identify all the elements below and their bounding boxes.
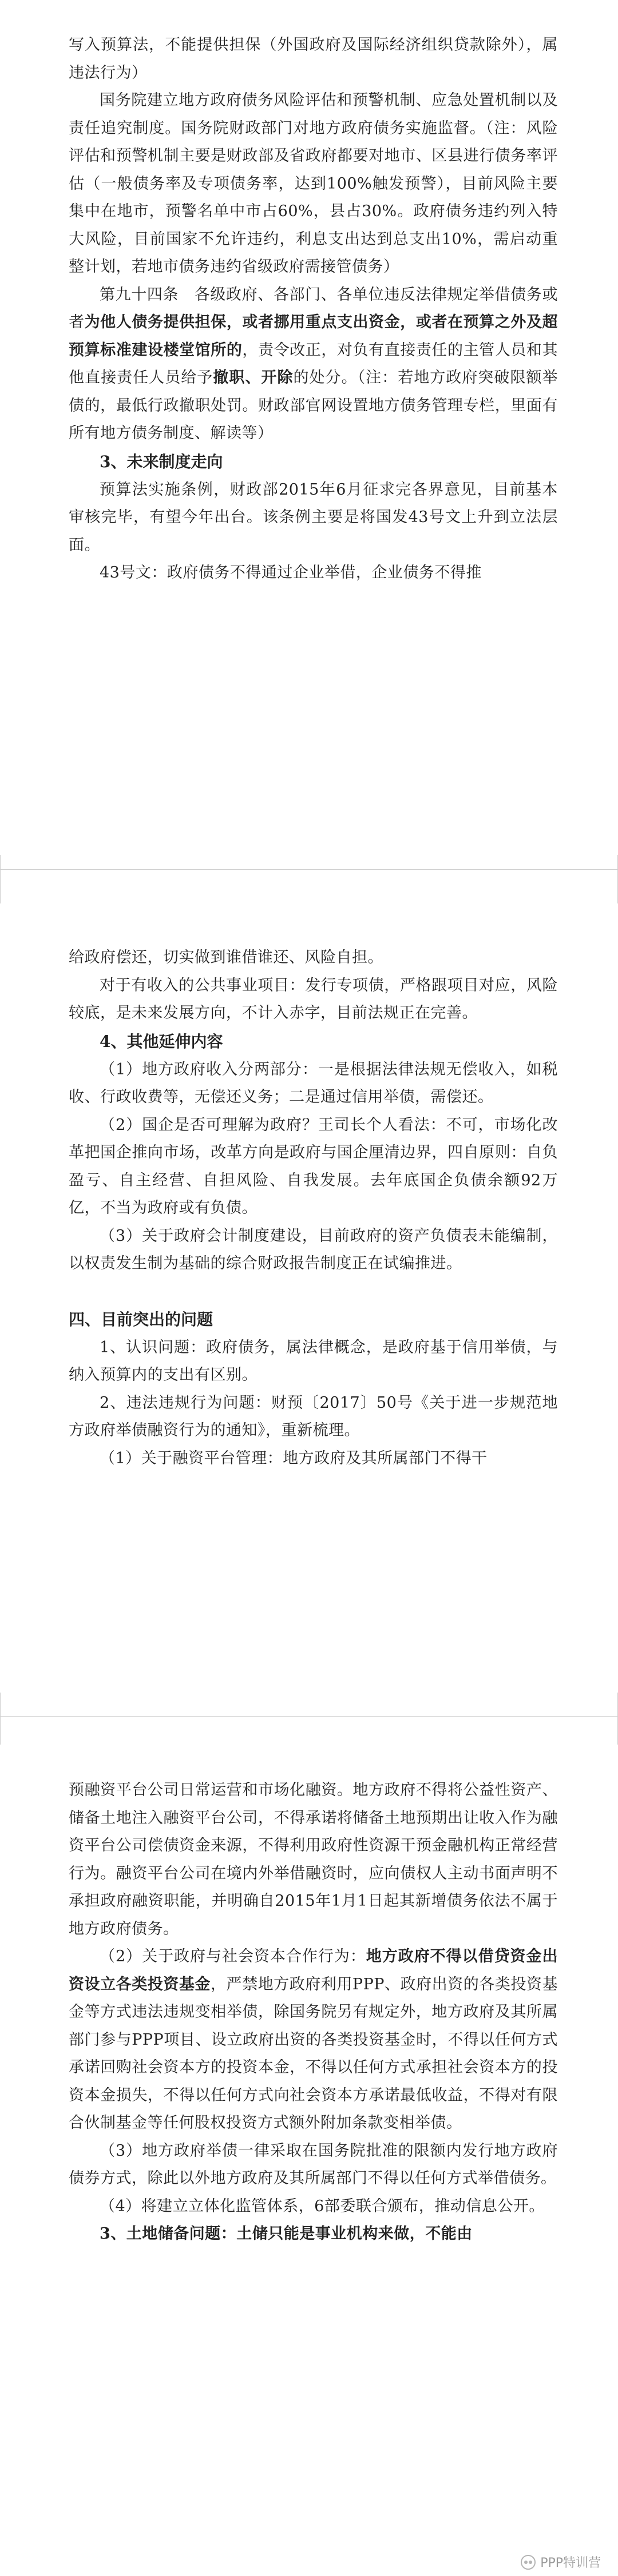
text-run: ，严禁地方政府利用PPP、政府出资的各类投资基金等方式违法违规变相举债，除国务院另有规定外，地方政府及其所属部门参与PPP项目、设立政府出资的各类投资基金时，不得以任何方式承诺回购社会资本方的投资本金，不得以任何方式承担社会资本方的投资本金损失，不得以任何方式向社会资本方承诺最低收益，不得对有限合伙制基金等任何股权投资方式额外附加条款变相举债。: [69, 1975, 558, 2132]
bold-text: 为他人债务提供担保，或者挪用重点支出资金，或者在预算之外及超预算标准建设楼堂馆所的: [69, 313, 558, 359]
watermark: [521, 2553, 601, 2571]
document-page-3: [0, 1717, 618, 2576]
paragraph: 1、认识问题：政府债务，属法律概念，是政府基于信用举债，与纳入预算内的支出有区别。: [69, 1338, 558, 1384]
section-heading: 4、其他延伸内容: [100, 1032, 223, 1051]
chapter-heading: 四、目前突出的问题: [69, 1309, 213, 1329]
paragraph: （1）关于融资平台管理：地方政府及其所属部门不得干: [100, 1449, 488, 1467]
bold-text: 地方政府不得以借贷资金出资设立各类投资基金: [69, 1948, 558, 1993]
page-border: [0, 1716, 1, 1745]
paragraph: 3、土地储备问题：土储只能是事业机构来做，不能由: [100, 2225, 473, 2243]
wechat-icon: [521, 2555, 536, 2570]
text-run: 的处分。（注：若地方政府突破限额举债的，最低行政撤职处罚。财政部官网设置地方债务管理专栏，里面有所有地方债务制度、解读等）: [69, 369, 558, 442]
page-border: [0, 869, 1, 903]
text-run: ，责令改正，对负有直接责任的主管人员和其他直接责任人员给予: [69, 341, 558, 387]
section-heading: 3、未来制度走向: [100, 452, 223, 471]
watermark-text: PPP特训营: [540, 2556, 601, 2570]
paragraph: 预算法实施条例，财政部2015年6月征求完各界意见，目前基本审核完毕，有望今年出台。该条例主要是将国发43号文上升到立法层面。: [69, 480, 558, 554]
paragraph: （1）地方政府收入分两部分：一是根据法律法规无偿收入，如税收、行政收费等，无偿还义务；二是通过信用举债，需偿还。: [69, 1060, 558, 1106]
paragraph: 对于有收入的公共事业项目：发行专项债，严格跟项目对应，风险较底，是未来发展方向，不计入赤字，目前法规正在完善。: [69, 976, 558, 1022]
text-run: 第九十四条 各级政府、各部门、各单位违反法律规定举借债务或者: [69, 285, 558, 331]
paragraph: 预融资平台公司日常运营和市场化融资。地方政府不得将公益性资产、储备土地注入融资平台公司，不得承诺将储备土地预期出让收入作为融资平台公司偿债资金来源，不得利用政府性资源干预金融机构正常经营行为。融资平台公司在境内外举借融资时，应向债权人主动书面声明不承担政府融资职能，并明确自2015年1月1日起其新增债务依法不属于地方政府债务。: [69, 1781, 558, 1938]
paragraph: （4）将建立立体化监管体系，6部委联合颁布，推动信息公开。: [100, 2197, 545, 2215]
bold-text: 撤职、开除: [213, 369, 294, 387]
text-run: （2）关于政府与社会资本合作行为：: [100, 1948, 366, 1965]
paragraph-article-94: [69, 281, 558, 448]
paragraph: 43号文：政府债务不得通过企业举借，企业债务不得推: [100, 564, 482, 582]
paragraph: （2）国企是否可理解为政府？王司长个人看法：不可，市场化改革把国企推向市场，改革方向是政府与国企厘清边界，四自原则：自负盈亏、自主经营、自担风险、自我发展。去年底国企负债余额92万亿，不当为政府或有负债。: [69, 1116, 558, 1217]
page-border: [0, 1693, 1, 1716]
paragraph: （3）关于政府会计制度建设，目前政府的资产负债表未能编制，以权责发生制为基础的综合财政报告制度正在试编推进。: [69, 1227, 558, 1272]
page-border: [0, 855, 1, 869]
paragraph: [69, 1943, 558, 2137]
document-page-2: [0, 870, 618, 1716]
document-page-1: [0, 0, 618, 869]
paragraph: 国务院建立地方政府债务风险评估和预警机制、应急处置机制以及责任追究制度。国务院财政部门对地方政府债务实施监督。（注：风险评估和预警机制主要是财政部及省政府都要对地市、区县进行债务率评估（一般债务率及专项债务率，达到100%触发预警），目前风险主要集中在地市，预警名单中市占60%，县占30%。政府债务违约列入特大风险，目前国家不允许违约，利息支出达到总支出10%，需启动重整计划，若地市债务违约省级政府需接管债务）: [69, 91, 558, 276]
paragraph: （3）地方政府举债一律采取在国务院批准的限额内发行地方政府债券方式，除此以外地方政府及其所属部门不得以任何方式举借债务。: [69, 2141, 558, 2187]
paragraph: 给政府偿还，切实做到谁借谁还、风险自担。: [69, 949, 383, 966]
paragraph: 2、违法违规行为问题：财预〔2017〕50号《关于进一步规范地方政府举债融资行为的通知》，重新梳理。: [69, 1393, 558, 1439]
paragraph: 写入预算法，不能提供担保（外国政府及国际经济组织贷款除外），属违法行为）: [69, 36, 558, 82]
